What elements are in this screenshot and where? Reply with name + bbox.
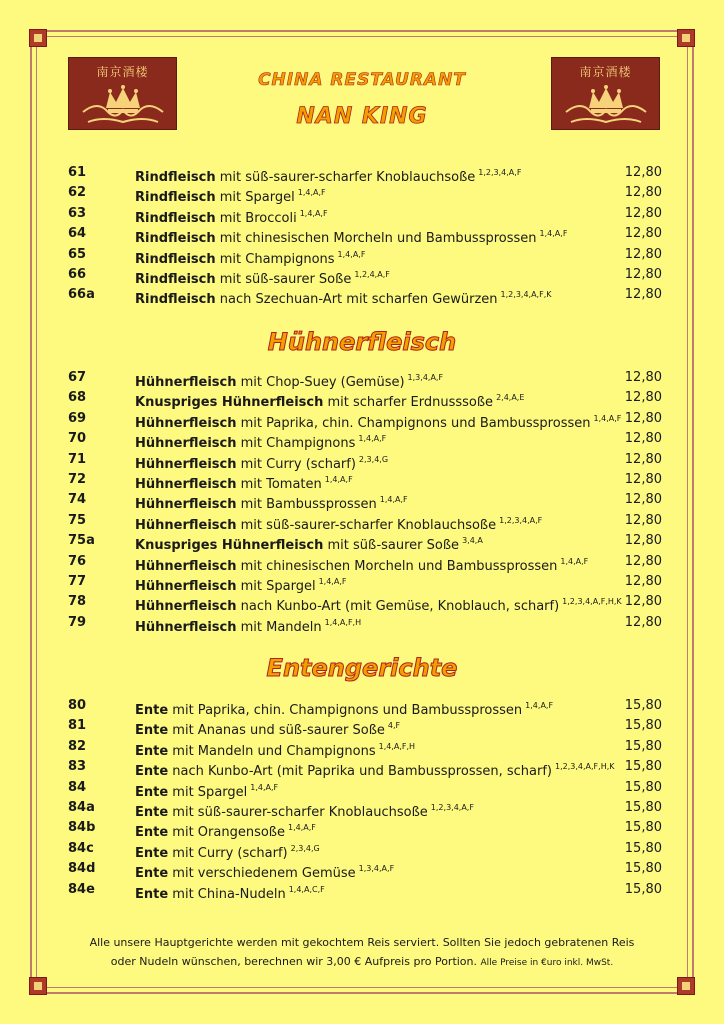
item-number: 63 [68, 205, 87, 221]
item-allergen-codes: 4,F [387, 721, 401, 731]
item-price: 12,80 [624, 205, 662, 221]
item-allergen-codes: 1,4,A,F [560, 556, 589, 566]
menu-item [68, 696, 662, 716]
item-price: 15,80 [624, 840, 662, 856]
item-allergen-codes: 1,4,A,F,H [378, 741, 416, 751]
item-description-text: nach Szechuan-Art mit scharfen Gewürzen [215, 292, 498, 308]
footer-line-text: oder Nudeln wünschen, berechnen wir 3,00 € Aufpreis pro Portion. [110, 955, 478, 968]
menu-item [68, 613, 662, 633]
item-description-text: mit Spargel [168, 784, 248, 800]
corner-ornament [677, 977, 695, 995]
item-description-text: mit Curry (scharf) [236, 456, 356, 472]
item-allergen-codes: 1,3,4,A,F [358, 864, 395, 874]
item-allergen-codes: 3,4,A [462, 536, 483, 546]
logo-chinese-text: 南京酒楼 [96, 65, 149, 79]
item-price: 12,80 [624, 165, 662, 180]
item-number: 81 [68, 718, 87, 734]
menu-item [68, 204, 662, 224]
item-description [135, 285, 551, 310]
item-main-ingredient: Ente [135, 825, 169, 841]
menu-item [68, 490, 662, 513]
item-allergen-codes: 2,4,A,E [496, 393, 525, 403]
item-price: 12,80 [624, 451, 662, 467]
item-number: 72 [68, 472, 87, 487]
item-main-ingredient: Hühnerfleisch [135, 375, 237, 390]
item-description-text: mit Mandeln [236, 619, 322, 635]
item-allergen-codes: 1,2,3,4,A,F,H,K [555, 762, 615, 772]
item-price: 12,80 [624, 390, 662, 406]
item-description-text: mit Spargel [215, 190, 295, 206]
restaurant-title: CHINA RESTAURANT [258, 70, 466, 90]
item-allergen-codes: 1,4,A,C,F [288, 884, 325, 894]
item-main-ingredient: Knuspriges Hühnerfleisch [135, 395, 324, 411]
logo-chinese-text: 南京酒楼 [579, 65, 632, 79]
item-main-ingredient: Hühnerfleisch [135, 619, 237, 635]
menu-item [68, 224, 662, 247]
item-allergen-codes: 1,4,A,F [324, 475, 353, 484]
menu-item [68, 880, 662, 900]
item-main-ingredient: Hühnerfleisch [135, 497, 237, 513]
item-price: 15,80 [624, 861, 662, 877]
menu-item [68, 818, 662, 841]
item-price: 12,80 [624, 574, 662, 589]
item-main-ingredient: Ente [135, 723, 169, 739]
section-title: Hühnerfleisch [267, 328, 457, 356]
item-allergen-codes: 1,2,3,4,A,F [478, 168, 522, 177]
item-number: 65 [68, 246, 87, 262]
item-allergen-codes: 1,2,4,A,F [354, 270, 390, 279]
item-description-text: mit China-Nudeln [168, 886, 286, 902]
item-number: 74 [68, 492, 87, 508]
item-main-ingredient: Rindfleisch [135, 292, 216, 308]
item-number: 80 [68, 698, 87, 713]
item-number: 67 [68, 370, 87, 385]
item-price: 15,80 [624, 800, 662, 815]
menu-item [68, 798, 662, 818]
item-price: 15,80 [624, 718, 662, 734]
item-description-text: nach Kunbo-Art (mit Gemüse, Knoblauch, scharf) [236, 599, 560, 615]
item-number: 75a [68, 533, 95, 549]
item-price: 12,80 [624, 267, 662, 282]
restaurant-name: NAN KING [296, 104, 428, 129]
menu-item [68, 265, 662, 285]
corner-ornament [29, 29, 47, 47]
item-main-ingredient: Hühnerfleisch [135, 415, 237, 431]
item-allergen-codes: 1,4,A,F [250, 782, 279, 792]
item-main-ingredient: Rindfleisch [135, 170, 216, 185]
menu-item [68, 183, 662, 206]
item-description-text: mit Spargel [236, 579, 316, 594]
item-main-ingredient: Hühnerfleisch [135, 436, 237, 452]
item-main-ingredient: Ente [135, 743, 169, 759]
item-main-ingredient: Rindfleisch [135, 231, 216, 247]
menu-item [68, 737, 662, 757]
item-main-ingredient: Hühnerfleisch [135, 477, 237, 492]
item-main-ingredient: Hühnerfleisch [135, 599, 237, 615]
item-description-text: mit süß-saurer-scharfer Knoblauchsoße [215, 170, 476, 185]
item-number: 84d [68, 861, 96, 877]
item-main-ingredient: Ente [135, 845, 169, 861]
item-main-ingredient: Ente [135, 784, 169, 800]
item-allergen-codes: 1,4,A,F [593, 413, 622, 423]
item-price: 12,80 [624, 472, 662, 487]
item-main-ingredient: Rindfleisch [135, 272, 216, 287]
menu-item [68, 429, 662, 452]
item-number: 64 [68, 226, 87, 242]
item-main-ingredient: Rindfleisch [135, 210, 216, 226]
item-description-text: mit Ananas und süß-saurer Soße [168, 723, 385, 739]
footer-line: Alle unsere Hauptgerichte werden mit gekochtem Reis serviert. Sollten Sie jedoch gebratenen Reis [89, 936, 635, 949]
item-description-text: mit süß-saurer Soße [215, 272, 352, 287]
item-description-text: mit Champignons [215, 251, 335, 267]
menu-item [68, 511, 662, 531]
menu-item [68, 450, 662, 470]
item-description-text: mit chinesischen Morcheln und Bambussprossen [215, 231, 537, 247]
menu-item [68, 572, 662, 592]
item-number: 78 [68, 594, 87, 610]
footer-note [0, 933, 724, 973]
item-description-text: mit süß-saurer Soße [323, 538, 460, 554]
item-main-ingredient: Hühnerfleisch [135, 517, 237, 533]
item-main-ingredient: Ente [135, 805, 169, 820]
item-allergen-codes: 1,4,A,F [358, 434, 387, 444]
item-description-text: mit Curry (scharf) [168, 845, 288, 861]
item-allergen-codes: 1,4,A,F,H [324, 617, 362, 627]
item-number: 79 [68, 614, 87, 630]
menu-item [68, 470, 662, 490]
menu-item [68, 778, 662, 798]
item-price: 12,80 [624, 185, 662, 201]
menu-item [68, 552, 662, 572]
item-description-text: mit Bambussprossen [236, 497, 377, 513]
item-price: 15,80 [624, 881, 662, 897]
item-price: 12,80 [624, 512, 662, 528]
item-allergen-codes: 1,2,3,4,A,F,K [500, 290, 552, 300]
corner-ornament [29, 977, 47, 995]
item-description-text: mit chinesischen Morcheln und Bambussprossen [236, 558, 558, 574]
item-description-text: nach Kunbo-Art (mit Paprika und Bambussprossen, scharf) [168, 764, 552, 780]
item-description-text: mit Champignons [236, 436, 356, 452]
item-main-ingredient: Rindfleisch [135, 190, 216, 206]
item-price: 12,80 [624, 594, 662, 610]
item-price: 12,80 [624, 431, 662, 447]
item-allergen-codes: 1,4,A,F [288, 823, 316, 833]
item-main-ingredient: Ente [135, 886, 169, 902]
item-number: 84e [68, 881, 95, 897]
item-number: 71 [68, 451, 87, 467]
item-description-text: mit Orangensoße [168, 825, 285, 841]
item-number: 62 [68, 185, 87, 201]
item-main-ingredient: Hühnerfleisch [135, 558, 237, 574]
item-main-ingredient: Knuspriges Hühnerfleisch [135, 538, 324, 554]
item-allergen-codes: 2,3,4,G [290, 843, 320, 853]
item-price: 15,80 [624, 779, 662, 795]
menu-item [68, 757, 662, 780]
menu-item [68, 716, 662, 739]
item-price: 12,80 [624, 553, 662, 569]
item-price: 15,80 [624, 738, 662, 754]
item-number: 84a [68, 800, 95, 815]
item-allergen-codes: 1,4,A,F [379, 495, 408, 505]
item-price: 12,80 [624, 533, 662, 549]
item-price: 12,80 [624, 246, 662, 262]
item-price: 15,80 [624, 820, 662, 836]
item-allergen-codes: 1,4,A,F [299, 208, 328, 218]
item-allergen-codes: 1,4,A,F [337, 249, 366, 259]
item-price: 12,80 [624, 287, 662, 303]
item-allergen-codes: 1,2,3,4,A,F,H,K [562, 597, 622, 607]
item-description [135, 613, 361, 638]
menu-item [68, 531, 662, 554]
item-number: 61 [68, 165, 87, 180]
section-title: Entengerichte [266, 654, 458, 682]
item-price: 12,80 [624, 410, 662, 426]
menu-item [68, 368, 662, 388]
menu-item [68, 409, 662, 429]
item-main-ingredient: Hühnerfleisch [135, 579, 237, 594]
item-price: 15,80 [624, 698, 662, 713]
item-number: 83 [68, 759, 87, 775]
item-description-text: mit Broccoli [215, 210, 297, 226]
menu-item [68, 285, 662, 308]
menu-item [68, 839, 662, 859]
item-description-text: mit süß-saurer-scharfer Knoblauchsoße [236, 517, 497, 533]
item-number: 77 [68, 574, 87, 589]
item-allergen-codes: 1,4,A,F [539, 229, 568, 239]
item-number: 76 [68, 553, 87, 569]
menu-item [68, 859, 662, 882]
item-allergen-codes: 2,3,4,G [358, 454, 389, 464]
item-allergen-codes: 1,2,3,4,A,F [430, 803, 474, 812]
item-description-text: mit Paprika, chin. Champignons und Bambussprossen [236, 415, 591, 431]
item-allergen-codes: 1,3,4,A,F [407, 373, 444, 382]
item-main-ingredient: Ente [135, 703, 169, 718]
item-main-ingredient: Rindfleisch [135, 251, 216, 267]
item-price: 12,80 [624, 370, 662, 385]
item-main-ingredient: Ente [135, 866, 169, 882]
item-description-text: mit scharfer Erdnusssoße [323, 395, 494, 411]
item-allergen-codes: 1,4,A,F [525, 701, 554, 710]
item-description-text: mit Tomaten [236, 477, 322, 492]
item-description-text: mit Mandeln und Champignons [168, 743, 376, 759]
item-number: 84b [68, 820, 96, 836]
item-number: 66 [68, 267, 87, 282]
item-number: 70 [68, 431, 87, 447]
item-allergen-codes: 1,4,A,F [318, 577, 347, 586]
footer-price-note: Alle Preise in €uro inkl. MwSt. [480, 958, 614, 968]
footer-line [0, 952, 724, 973]
item-price: 12,80 [624, 226, 662, 242]
item-description-text: mit verschiedenem Gemüse [168, 866, 356, 882]
item-price: 12,80 [624, 492, 662, 508]
item-price: 15,80 [624, 759, 662, 775]
menu-item [68, 592, 662, 615]
item-number: 68 [68, 390, 87, 406]
item-main-ingredient: Ente [135, 764, 169, 780]
menu-item [68, 388, 662, 411]
corner-ornament [677, 29, 695, 47]
item-allergen-codes: 1,4,A,F [297, 188, 326, 198]
item-number: 69 [68, 410, 87, 426]
menu-item [68, 163, 662, 183]
item-number: 84 [68, 779, 87, 795]
item-number: 75 [68, 512, 87, 528]
item-number: 84c [68, 840, 94, 856]
menu-item [68, 245, 662, 265]
item-number: 66a [68, 287, 95, 303]
item-number: 82 [68, 738, 87, 754]
item-price: 12,80 [624, 614, 662, 630]
item-description-text: mit süß-saurer-scharfer Knoblauchsoße [168, 805, 428, 820]
item-description-text: mit Paprika, chin. Champignons und Bambussprossen [168, 703, 523, 718]
item-description-text: mit Chop-Suey (Gemüse) [236, 375, 405, 390]
item-description [135, 880, 325, 905]
item-allergen-codes: 1,2,3,4,A,F [499, 515, 543, 525]
item-main-ingredient: Hühnerfleisch [135, 456, 237, 472]
